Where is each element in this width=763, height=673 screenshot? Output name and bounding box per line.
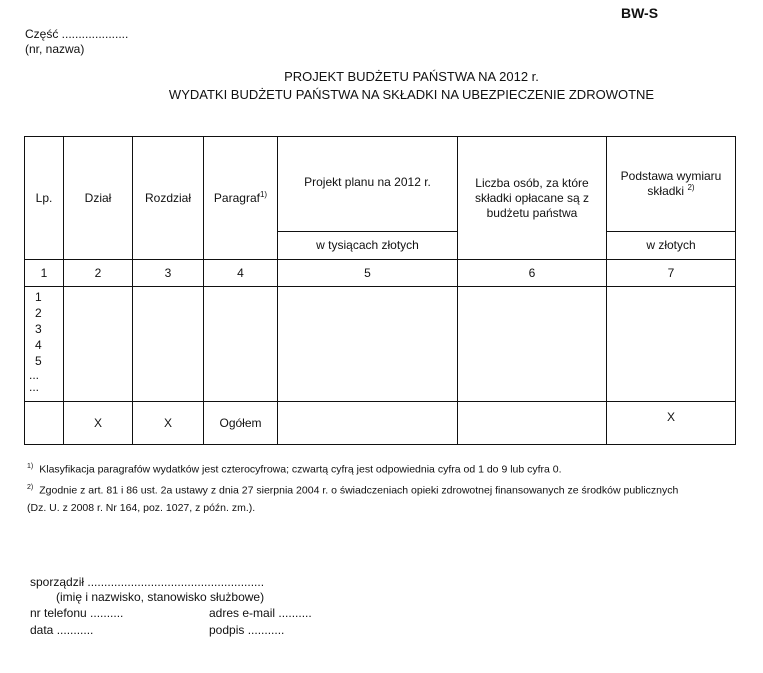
footnote-1-text: Klasyfikacja paragrafów wydatków jest czterocyfrowa; czwartą cyfrą jest odpowiednia cyfra od 1 do 9 lub cyfra 0. [39,463,562,476]
title-line-1: PROJEKT BUDŻETU PAŃSTWA NA 2012 r. [284,69,539,84]
part-label: Część .................... [25,27,129,41]
prepared-by-field[interactable]: sporządził ..................................................... [30,575,265,589]
footnote-2-mark: 2) [27,484,34,491]
header-projekt: Projekt planu na 2012 r. [278,137,458,232]
data-cell[interactable] [278,287,458,402]
row-number: 4 [35,338,42,352]
form-code: BW-S [621,5,659,21]
total-rozdzial: X [133,402,204,445]
unit-thousands: w tysiącach złotych [278,232,458,260]
row-number: 2 [35,306,42,320]
data-cell[interactable] [64,287,133,402]
footnote-1 [27,463,562,476]
header-lp: Lp. [25,137,64,260]
row-number: ... [29,368,40,382]
email-field[interactable]: adres e-mail .......... [209,606,312,620]
header-podstawa [607,137,736,232]
footnote-ref-1: 1) [259,189,268,199]
header-dzial: Dział [64,137,133,260]
footnote-2 [27,484,678,497]
total-projekt-cell[interactable] [278,402,458,445]
footnote-1-mark: 1) [27,463,34,470]
title-line-2: WYDATKI BUDŻETU PAŃSTWA NA SKŁADKI NA UBEZPIECZENIE ZDROWOTNE [168,87,655,102]
footnote-2-text: Zgodnie z art. 81 i 86 ust. 2a ustawy z dnia 27 sierpnia 2004 r. o świadczeniach opieki zdrowotnej finansowanych ze środków publicznych [39,484,679,497]
col-number: 5 [278,260,458,287]
col-number: 1 [25,260,64,287]
header-podstawa-text: Podstawa wymiaru składki [620,169,722,198]
row-number: 1 [35,290,42,304]
total-paragraf: Ogółem [204,402,278,445]
unit-zloty: w złotych [607,232,736,260]
header-paragraf-text: Paragraf [213,190,260,205]
data-cell[interactable] [458,287,607,402]
col-number: 2 [64,260,133,287]
data-cell[interactable] [133,287,204,402]
data-cell[interactable] [204,287,278,402]
header-rozdzial: Rozdział [133,137,204,260]
row-number: 3 [35,322,42,336]
col-number: 4 [204,260,278,287]
total-liczba-cell[interactable] [458,402,607,445]
date-field[interactable]: data ........... [30,623,94,637]
header-liczba: Liczba osób, za które składki opłacane są z budżetu państwa [458,137,607,260]
part-hint: (nr, nazwa) [25,42,85,56]
row-number: 5 [35,354,42,368]
prepared-by-hint: (imię i nazwisko, stanowisko służbowe) [56,590,265,604]
budget-table [24,136,736,445]
total-dzial: X [64,402,133,445]
phone-field[interactable]: nr telefonu .......... [30,606,124,620]
footnote-2-continuation: (Dz. U. z 2008 r. Nr 164, poz. 1027, z późn. zm.). [27,502,256,514]
col-number: 3 [133,260,204,287]
col-number: 6 [458,260,607,287]
row-numbers-cell [25,287,64,402]
header-paragraf [204,137,278,260]
row-number: ... [29,380,40,394]
total-podstawa: X [607,402,736,445]
total-lp-cell [25,402,64,445]
signature-field[interactable]: podpis ........... [209,623,285,637]
footnote-ref-2: 2) [687,183,695,192]
col-number: 7 [607,260,736,287]
data-cell[interactable] [607,287,736,402]
